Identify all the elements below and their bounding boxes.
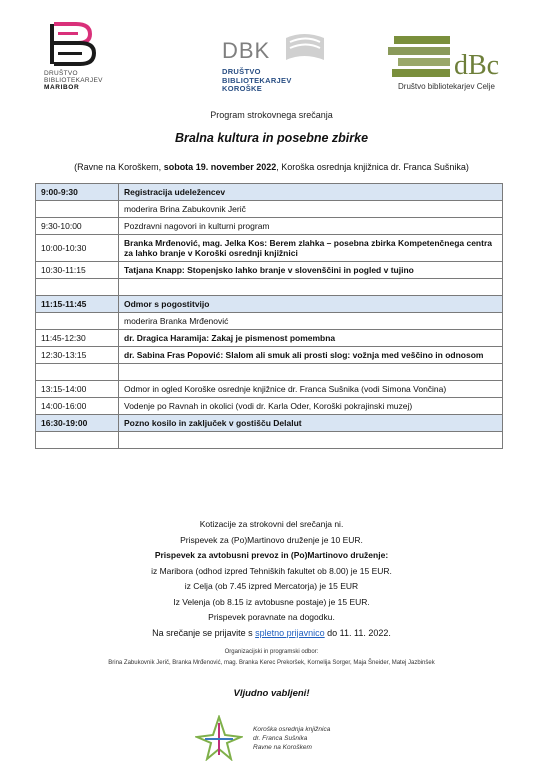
schedule-time: 10:00-10:30 <box>36 235 119 262</box>
schedule-time <box>36 313 119 330</box>
schedule-time: 12:30-13:15 <box>36 347 119 364</box>
schedule-time <box>36 279 119 296</box>
registration-link[interactable]: spletno prijavnico <box>255 628 325 638</box>
schedule-time <box>36 201 119 218</box>
schedule-time: 14:00-16:00 <box>36 398 119 415</box>
schedule-description: moderira Brina Zabukovnik Jerič <box>119 201 503 218</box>
organizers-heading: Organizacijski in programski odbor: <box>224 649 319 655</box>
event-title: Bralna kultura in posebne zbirke <box>174 131 369 145</box>
schedule-description: Registracija udeležencev <box>119 184 503 201</box>
library-logo-text: Koroška osrednja knjižnica dr. Franca Sušnika Ravne na Koroškem <box>253 726 331 751</box>
schedule-row <box>36 381 503 398</box>
bullet-item: iz Celja (ob 7.45 izpred Mercatorja) je 15 EUR <box>184 581 359 591</box>
dbc-books-icon <box>388 30 518 80</box>
svg-text:DBK: DBK <box>222 38 271 63</box>
schedule-row <box>36 279 503 296</box>
registration-line: Na srečanje se prijavite s spletno prijavnico do 11. 11. 2022. <box>152 628 391 638</box>
schedule-time: 13:15-14:00 <box>36 381 119 398</box>
schedule-row <box>36 262 503 279</box>
schedule-time: 10:30-11:15 <box>36 262 119 279</box>
schedule-description: Odmor in ogled Koroške osrednje knjižnice dr. Franca Sušnika (vodi Simona Vončina) <box>119 381 503 398</box>
schedule-description: dr. Sabina Fras Popović: Slalom ali smuk ali prosti slog: vožnja med veščino in odnosom <box>119 347 503 364</box>
schedule-row <box>36 313 503 330</box>
info-line3: Prispevek za avtobusni prevoz in (Po)Martinovo druženje: <box>154 550 389 560</box>
schedule-description: Vodenje po Ravnah in okolici (vodi dr. Karla Oder, Koroški pokrajinski muzej) <box>119 398 503 415</box>
schedule-description: Odmor s pogostitvijo <box>119 296 503 313</box>
schedule-time: 9:00-9:30 <box>36 184 119 201</box>
drustvo-bibliotekarjev-maribor-logo <box>44 22 104 92</box>
svg-text:dBc: dBc <box>454 50 500 80</box>
schedule-time: 11:45-12:30 <box>36 330 119 347</box>
schedule-time: 11:15-11:45 <box>36 296 119 313</box>
drustvo-bibliotekarjev-celje-logo <box>388 30 518 96</box>
schedule-description: Tatjana Knapp: Stopenjsko lahko branje v slovenščini in pogled v tujino <box>119 262 503 279</box>
info-line2: Prispevek za (Po)Martinovo druženje je 10 EUR. <box>180 534 363 545</box>
closing-invitation: Vljudno vabljeni! <box>233 688 310 699</box>
library-emblem-icon <box>195 715 243 761</box>
info-line1: Kotizacije za strokovni del srečanja ni. <box>199 519 344 529</box>
schedule-description: moderira Branka Mrđenović <box>119 313 503 330</box>
schedule-time: 16:30-19:00 <box>36 415 119 432</box>
schedule-row <box>36 330 503 347</box>
schedule-row <box>36 218 503 235</box>
schedule-row <box>36 432 503 449</box>
schedule-description: Pozdravni nagovori in kulturni program <box>119 218 503 235</box>
program-subtitle: Program strokovnega srečanja <box>210 110 333 120</box>
logo-row <box>0 0 543 100</box>
schedule-time: 9:30-10:00 <box>36 218 119 235</box>
schedule-row <box>36 296 503 313</box>
organizing-committee <box>0 647 543 669</box>
dbk-logo-text: DRUŠTVO BIBLIOTEKARJEV KOROŠKE <box>222 67 292 93</box>
schedule-row <box>36 184 503 201</box>
koroska-library-logo <box>195 715 375 763</box>
schedule-row <box>36 347 503 364</box>
event-location: (Ravne na Koroškem, sobota 19. november 2022, Koroška osrednja knjižnica dr. Franca Sušnika) <box>74 162 469 172</box>
db-mark-icon <box>46 22 98 68</box>
schedule-description <box>119 432 503 449</box>
schedule-description: Branka Mrđenović, mag. Jelka Kos: Berem zlahka – posebna zbirka Kompetenčnega centra za lahko branje v Koroški osrednji knjižnici <box>119 235 503 262</box>
bullet-item: Iz Velenja (ob 8.15 iz avtobusne postaje) je 15 EUR. <box>173 596 370 607</box>
schedule-table <box>35 183 503 449</box>
organizers-names: Brina Zabukovnik Jerič, Branka Mrđenović, mag. Branka Kerec Prekoršek, Kornelija Sorger, Maja Šneider, Matej Jazbinšek <box>108 660 435 666</box>
schedule-time <box>36 432 119 449</box>
schedule-row <box>36 398 503 415</box>
schedule-row <box>36 235 503 262</box>
schedule-description: dr. Dragica Haramija: Zakaj je pismenost pomembna <box>119 330 503 347</box>
bullet-item: iz Maribora (odhod izpred Tehniških fakultet ob 8.00) je 15 EUR. <box>151 565 392 576</box>
fees-info <box>0 517 543 626</box>
schedule-time <box>36 364 119 381</box>
dbc-logo-text: Društvo bibliotekarjev Celje <box>398 82 495 91</box>
schedule-row <box>36 415 503 432</box>
info-line4: Prispevek poravnate na dogodku. <box>208 612 335 622</box>
dbk-mark-icon <box>220 32 330 64</box>
event-date: sobota 19. november 2022 <box>163 162 277 172</box>
schedule-description: Pozno kosilo in zaključek v gostišču Delalut <box>119 415 503 432</box>
schedule-row <box>36 201 503 218</box>
logo-line2: BIBLIOTEKARJEV <box>44 77 103 84</box>
logo-line1: DRUŠTVO <box>44 70 78 77</box>
schedule-description <box>119 364 503 381</box>
logo-line3: MARIBOR <box>44 84 80 91</box>
drustvo-bibliotekarjev-koroske-logo <box>220 32 330 96</box>
schedule-row <box>36 364 503 381</box>
schedule-description <box>119 279 503 296</box>
